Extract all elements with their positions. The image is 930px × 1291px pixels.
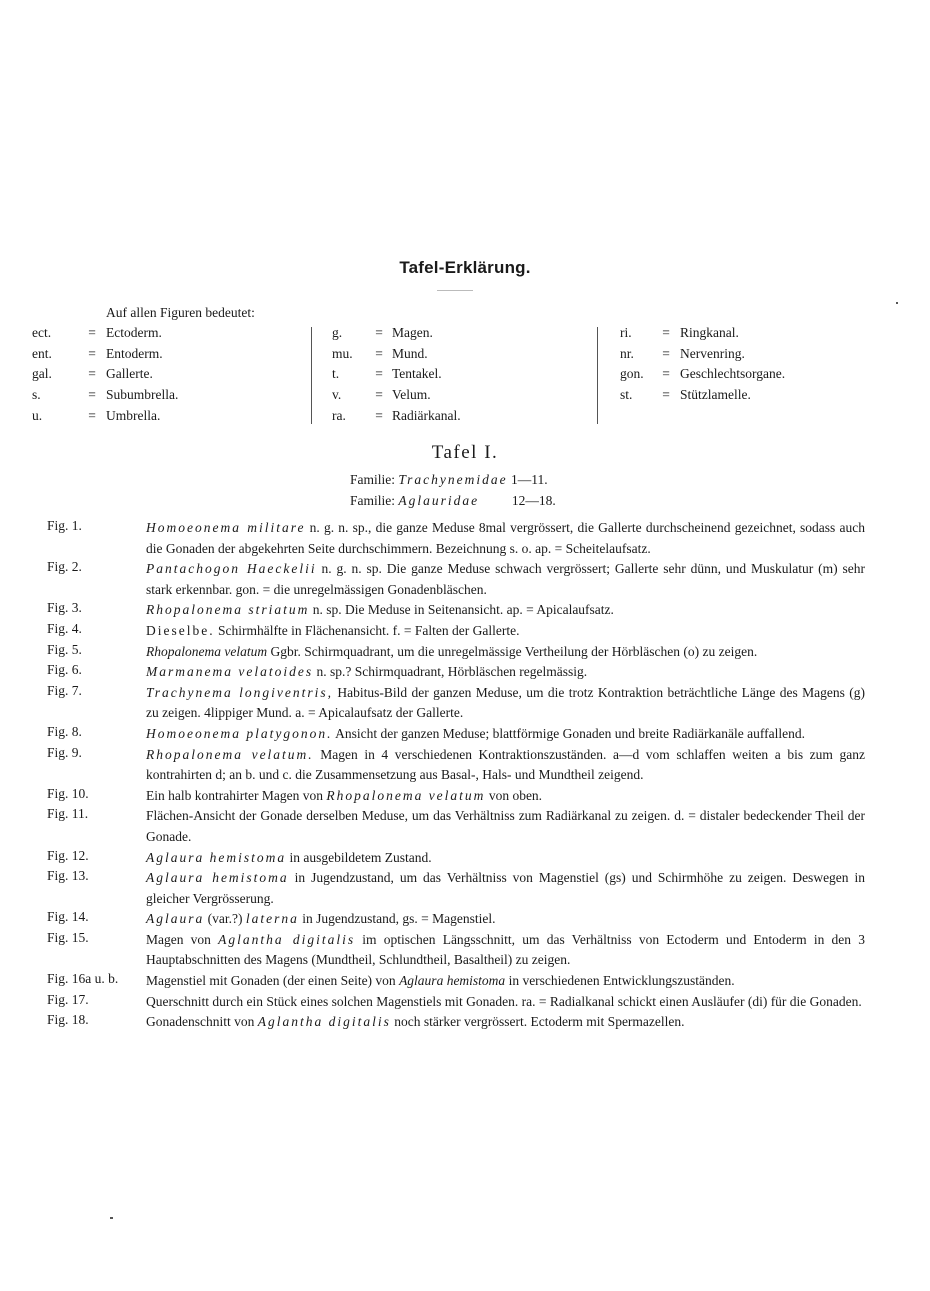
- abbreviation-meaning: Radiärkanal.: [392, 407, 461, 423]
- figure-label: Fig. 8.: [47, 723, 82, 739]
- species-name: Rhopalonema striatum: [146, 602, 310, 618]
- figure-description: [146, 642, 865, 663]
- figure-description: [146, 786, 865, 807]
- description-text: Habitus-Bild der ganzen Meduse, um die trotz Kontraktion beträchtliche Länge des Magens (g) zu zeigen. 4lippiger Mund. a. = Apicalaufsatz der Gallerte.: [146, 684, 865, 721]
- abbreviation-row: [620, 325, 785, 346]
- figure-label: Fig. 2.: [47, 559, 82, 575]
- equals-sign: =: [662, 366, 670, 382]
- figure-label: Fig. 11.: [47, 806, 89, 822]
- abbreviation-meaning: Geschlechtsorgane.: [680, 366, 786, 382]
- description-text: in verschiedenen Entwicklungszuständen.: [505, 973, 735, 989]
- familie-line: [350, 493, 556, 509]
- tafel-heading: Tafel I.: [431, 442, 499, 463]
- figure-label: Fig. 10.: [47, 785, 89, 801]
- description-text: Ein halb kontrahirter Magen von: [146, 787, 327, 803]
- figure-description: [146, 868, 865, 909]
- figure-description: [146, 683, 865, 724]
- figure-list: [0, 518, 930, 1033]
- familie-label: Familie:: [350, 472, 395, 487]
- description-text: Ggbr. Schirmquadrant, um die unregelmässige Vertheilung der Hörbläschen (o) zu zeigen.: [267, 643, 758, 659]
- familie-range: 1—11.: [511, 472, 548, 487]
- species-name: Homoeonema militare: [146, 520, 306, 535]
- abbreviation-row: [332, 387, 461, 408]
- figure-entry: [0, 806, 930, 847]
- equals-sign: =: [375, 325, 383, 340]
- description-text: Magen in 4 verschiedenen Kontraktionszuständen. a—d vom schlaffen weiten a bis zum ganz kontrahirten d; an b. und c. die Zusammensetzung aus Basal-, Hals- und Mundtheil zeigend.: [146, 746, 865, 783]
- page-title: Tafel-Erklärung.: [399, 258, 531, 277]
- abbreviation-row: [620, 346, 785, 367]
- abbreviation-key: s.: [32, 387, 41, 403]
- figure-label: Fig. 15.: [47, 929, 89, 945]
- figure-description: [146, 971, 865, 992]
- description-text: in Jugendzustand, um das Verhältniss von Magenstiel (gs) und Schirmhöhe zu zeigen. Deswegen in gleicher Vergrösserung.: [146, 870, 865, 906]
- figure-description: [146, 909, 865, 930]
- description-text: im optischen Längsschnitt, um das Verhältniss von Ectoderm und Entoderm in den 3 Hauptabschnitten des Magens (Mundtheil, Schlundtheil, Basaltheil) zu zeigen.: [146, 931, 865, 968]
- figure-description: [146, 992, 865, 1013]
- species-name: Aglaura hemistoma: [146, 870, 289, 886]
- species-name: Aglaura hemistoma: [399, 973, 506, 989]
- description-text: Magenstiel mit Gonaden (der einen Seite) von: [146, 973, 400, 989]
- figure-label: Fig. 4.: [47, 620, 82, 636]
- abbreviation-key: ra.: [332, 407, 346, 423]
- figure-entry: [0, 971, 930, 992]
- familie-label: Familie:: [350, 493, 395, 508]
- abbreviation-meaning: Subumbrella.: [106, 387, 179, 403]
- figure-description: [146, 621, 865, 642]
- description-text: Flächen-Ansicht der Gonade derselben Meduse, um das Verhältniss zum Radiärkanal zu zeigen. d. = distaler bedeckender Theil der Gonade.: [146, 808, 865, 844]
- abbreviation-meaning: Velum.: [392, 387, 431, 403]
- species-name: Aglantha digitalis: [218, 931, 356, 947]
- figure-description: [146, 930, 865, 971]
- figure-entry: [0, 724, 930, 745]
- figure-description: [146, 806, 865, 847]
- figure-description: [146, 600, 865, 621]
- description-text: noch stärker vergrössert. Ectoderm mit Spermazellen.: [390, 1014, 685, 1030]
- description-text: von oben.: [485, 787, 543, 803]
- abbreviation-meaning: Ringkanal.: [680, 325, 739, 340]
- figure-entry: [0, 930, 930, 971]
- figure-label: Fig. 18.: [47, 1012, 89, 1028]
- figure-entry: [0, 848, 930, 869]
- figure-label: Fig. 5.: [47, 641, 82, 657]
- figure-entry: [0, 559, 930, 600]
- figure-description: [146, 848, 865, 869]
- abbreviation-key: ri.: [620, 325, 632, 340]
- figure-entry: [0, 600, 930, 621]
- figure-entry: [0, 868, 930, 909]
- abbreviation-key: gal.: [32, 366, 52, 382]
- species-name: Trachynema longiventris,: [146, 684, 333, 700]
- figure-label: Fig. 16a u. b.: [47, 971, 119, 987]
- figure-description: [146, 559, 865, 600]
- abbreviation-row: [32, 408, 178, 429]
- abbreviation-key: nr.: [620, 345, 634, 361]
- figure-label: Fig. 6.: [47, 662, 82, 678]
- title-underline: [437, 290, 473, 291]
- equals-sign: =: [662, 387, 670, 403]
- species-name: Rhopalonema velatum: [326, 787, 486, 803]
- print-speck: [896, 302, 898, 304]
- abbreviation-row: [620, 366, 785, 387]
- figure-label: Fig. 13.: [47, 868, 89, 884]
- species-name: Aglaura: [146, 911, 205, 927]
- abbreviation-row: [332, 366, 461, 387]
- abbreviation-key: ent.: [32, 345, 52, 361]
- description-text: (var.?): [204, 911, 246, 927]
- abbreviation-row: [332, 325, 461, 346]
- equals-sign: =: [662, 325, 670, 340]
- emphasis-text: Dieselbe.: [146, 622, 215, 638]
- abbreviation-key: v.: [332, 387, 342, 403]
- description-text: Schirmhälfte in Flächenansicht. f. = Falten der Gallerte.: [214, 622, 520, 638]
- description-text: in ausgebildetem Zustand.: [286, 849, 432, 865]
- description-text: n. g. n. sp., die ganze Meduse 8mal vergrössert, die Gallerte durchscheinend gezeichnet, sodass auch die Gonaden der abgekehrten Seite durchschimmern. Bezeichnung s. o. ap. = Scheitelaufsatz.: [146, 520, 865, 556]
- abbreviation-key: ect.: [32, 325, 52, 340]
- figure-description: [146, 518, 865, 559]
- equals-sign: =: [662, 345, 670, 361]
- figure-label: Fig. 14.: [47, 909, 89, 925]
- familie-range: 12—18.: [511, 493, 556, 508]
- abbreviation-key: u.: [32, 407, 43, 423]
- abbreviation-column-2: [332, 325, 461, 428]
- figure-entry: [0, 786, 930, 807]
- description-text: n. sp.? Schirmquadrant, Hörbläschen regelmässig.: [313, 664, 588, 680]
- equals-sign: =: [375, 345, 383, 361]
- abbreviation-meaning: Stützlamelle.: [680, 387, 751, 403]
- figure-entry: [0, 909, 930, 930]
- abbreviation-key: g.: [332, 325, 343, 340]
- column-divider: [311, 327, 312, 424]
- equals-sign: =: [88, 407, 96, 423]
- figure-entry: [0, 621, 930, 642]
- abbreviation-row: [332, 346, 461, 367]
- figure-description: [146, 745, 865, 786]
- figure-entry: [0, 662, 930, 683]
- abbreviation-key: mu.: [332, 345, 353, 361]
- description-text: Gonadenschnitt von: [146, 1014, 258, 1030]
- description-text: n. g. n. sp. Die ganze Meduse schwach vergrössert; Gallerte sehr dünn, und Muskulatur (m) sehr stark erkennbar. gon. = die unregelmässigen Gonadenbläschen.: [146, 561, 865, 597]
- abbreviation-meaning: Gallerte.: [106, 366, 153, 382]
- abbreviation-column-3: [620, 325, 785, 408]
- figure-label: Fig. 17.: [47, 991, 89, 1007]
- equals-sign: =: [88, 366, 96, 382]
- abbreviation-meaning: Umbrella.: [106, 407, 161, 423]
- species-name: Rhopalonema velatum.: [146, 746, 314, 762]
- figure-description: [146, 724, 865, 745]
- abbreviation-column-1: [32, 325, 178, 428]
- figure-label: Fig. 7.: [47, 682, 82, 698]
- abbreviation-key: t.: [332, 366, 340, 382]
- figure-entry: [0, 1012, 930, 1033]
- abbreviation-key: gon.: [620, 366, 644, 382]
- abbreviation-meaning: Ectoderm.: [106, 325, 162, 340]
- figure-description: [146, 1012, 865, 1033]
- figure-entry: [0, 518, 930, 559]
- abbreviation-meaning: Tentakel.: [392, 366, 442, 382]
- abbreviation-row: [620, 387, 785, 408]
- description-text: Magen von: [146, 931, 219, 947]
- abbreviation-meaning: Nervenring.: [680, 345, 745, 361]
- species-name: Rhopalonema velatum: [146, 643, 268, 659]
- description-text: Ansicht der ganzen Meduse; blattförmige Gonaden und breite Radiärkanäle auffallend.: [332, 725, 805, 741]
- abbreviation-row: [32, 325, 178, 346]
- abbreviation-row: [32, 387, 178, 408]
- equals-sign: =: [88, 387, 96, 403]
- abbreviation-meaning: Mund.: [392, 345, 428, 361]
- figure-entry: [0, 992, 930, 1013]
- abbreviation-intro: Auf allen Figuren bedeutet:: [106, 305, 255, 320]
- description-text: Querschnitt durch ein Stück eines solchen Magenstiels mit Gonaden. ra. = Radialkanal schickt einen Ausläufer (di) für die Gonaden.: [146, 993, 862, 1009]
- species-name: Pantachogon Haeckelii: [146, 561, 317, 577]
- description-text: n. sp. Die Meduse in Seitenansicht. ap. = Apicalaufsatz.: [309, 602, 614, 618]
- equals-sign: =: [375, 407, 383, 423]
- figure-label: Fig. 12.: [47, 847, 89, 863]
- column-divider: [597, 327, 598, 424]
- equals-sign: =: [375, 366, 383, 382]
- equals-sign: =: [88, 345, 96, 361]
- figure-entry: [0, 683, 930, 724]
- figure-label: Fig. 9.: [47, 744, 82, 760]
- equals-sign: =: [375, 387, 383, 403]
- figure-entry: [0, 642, 930, 663]
- description-text: in Jugendzustand, gs. = Magenstiel.: [298, 911, 496, 927]
- figure-description: [146, 662, 865, 683]
- figure-label: Fig. 1.: [47, 518, 82, 533]
- print-speck: [110, 1217, 113, 1219]
- abbreviation-key: st.: [620, 387, 633, 403]
- abbreviation-row: [32, 366, 178, 387]
- familie-line: [350, 472, 548, 488]
- species-name: Aglantha digitalis: [257, 1014, 391, 1030]
- familie-name: Aglauridae: [398, 493, 480, 508]
- abbreviation-meaning: Entoderm.: [106, 345, 163, 361]
- figure-entry: [0, 745, 930, 786]
- abbreviation-meaning: Magen.: [392, 325, 433, 340]
- species-name: Marmanema velatoides: [146, 664, 314, 680]
- familie-name: Trachynemidae: [398, 472, 508, 487]
- abbreviation-row: [32, 346, 178, 367]
- figure-label: Fig. 3.: [47, 600, 82, 616]
- species-name: Aglaura hemistoma: [146, 849, 287, 865]
- species-name: laterna: [245, 911, 299, 927]
- equals-sign: =: [88, 325, 96, 340]
- abbreviation-row: [332, 408, 461, 429]
- species-name: Homoeonema platygonon.: [146, 725, 333, 741]
